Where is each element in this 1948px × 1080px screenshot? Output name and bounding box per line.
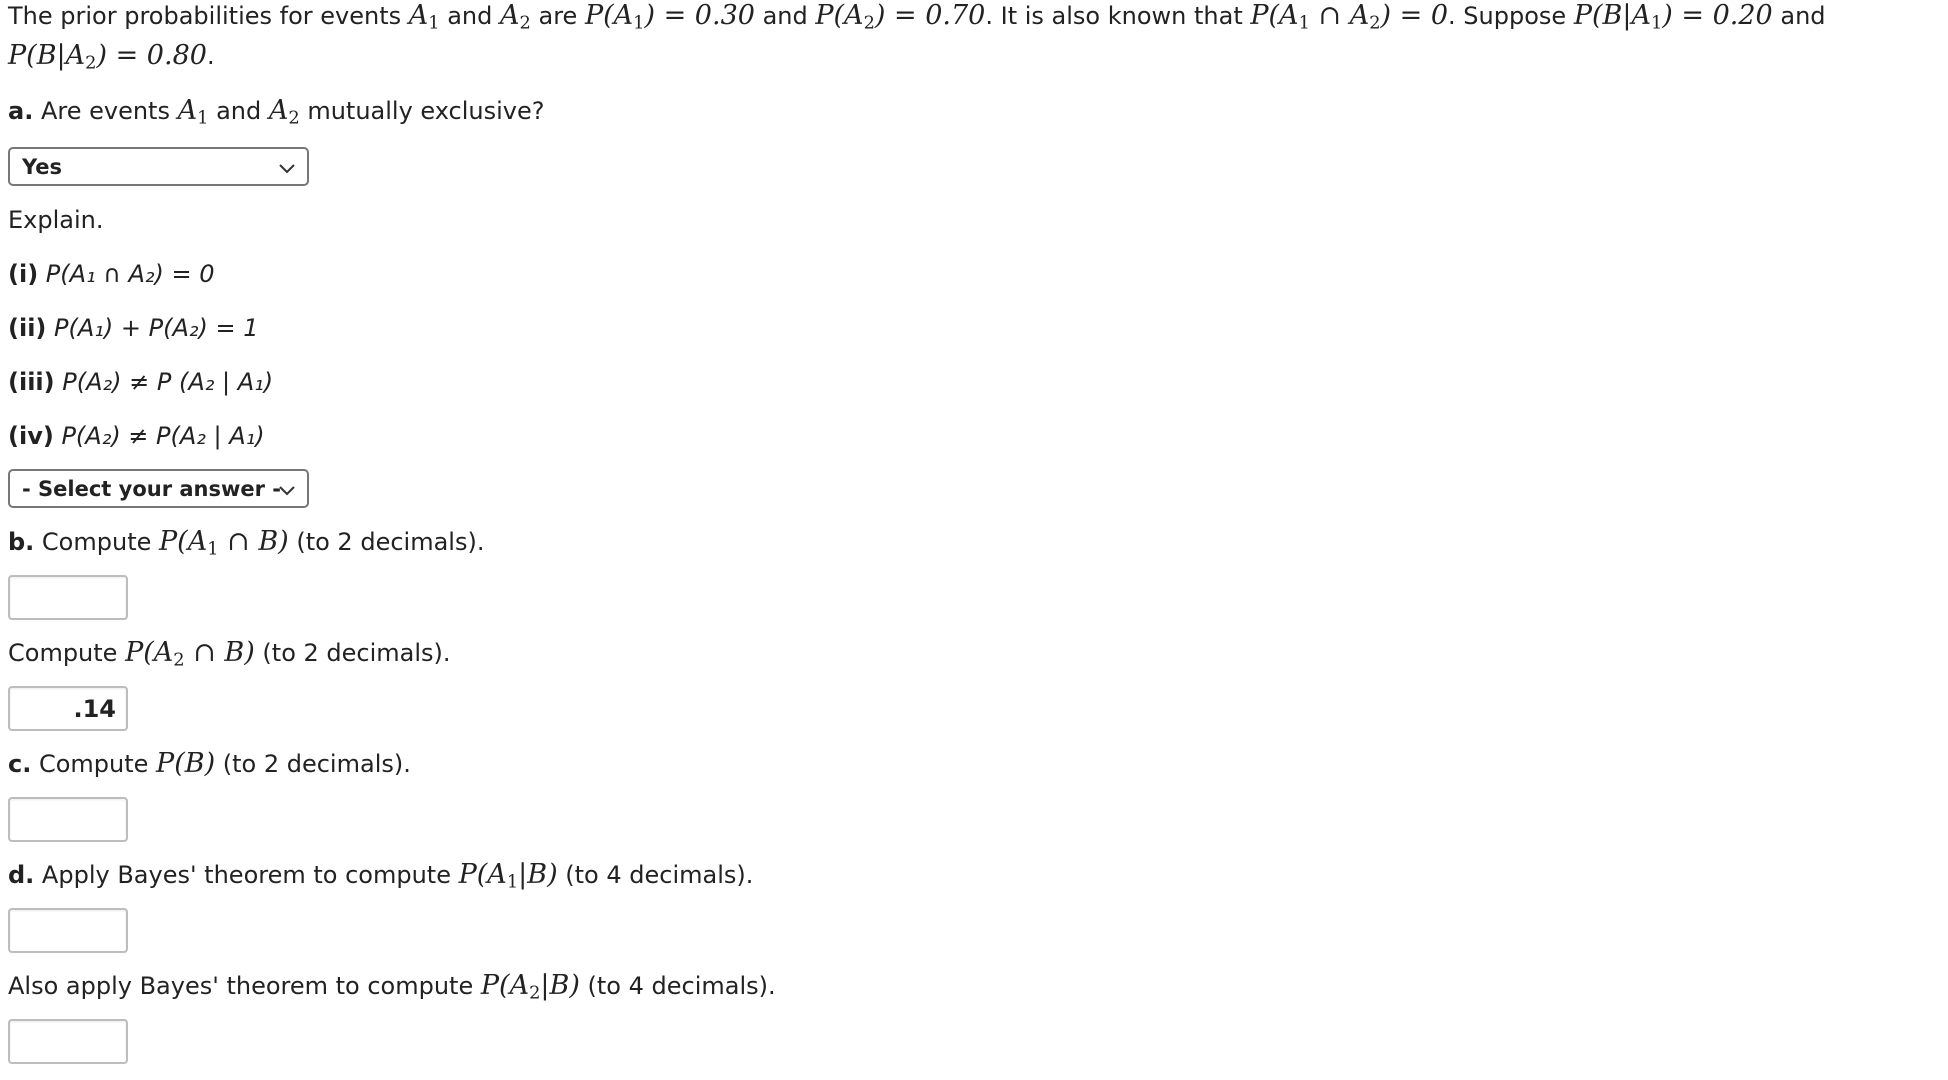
part-d-question-2: Also apply Bayes' theorem to compute $P(A_2|B)$ (to 4 decimals).: [8, 970, 776, 1004]
chevron-down-icon: [277, 480, 297, 500]
math-p-a1: $P(A_1) = 0.30$: [584, 0, 755, 34]
answer-input-p-a2-given-b[interactable]: [8, 1019, 128, 1064]
explain-option-iv: (iv) P(A₂) ≠ P(A₂ | A₁): [8, 422, 265, 450]
part-label: a.: [8, 97, 34, 125]
part-b-question: b. Compute $P(A_1$ ∩ B) (to 2 decimals).: [8, 526, 485, 560]
part-label: d.: [8, 861, 35, 889]
select-value: - Select your answer -: [22, 476, 282, 501]
math-a2: $A_2$: [500, 0, 531, 34]
math-a2: $A_2$: [268, 95, 300, 129]
math-p-a2-and-b: $P(A_2$ ∩ B): [125, 637, 255, 671]
intro-text: .: [206, 42, 215, 70]
explain-select[interactable]: [8, 469, 309, 508]
intro-text: . Suppose: [1448, 2, 1574, 30]
part-d-question: d. Apply Bayes' theorem to compute $P(A_1|B)$ (to 4 decimals).: [8, 859, 754, 893]
mutually-exclusive-select[interactable]: [8, 147, 309, 186]
part-c-question: c. Compute P(B) (to 2 decimals).: [8, 748, 411, 779]
part-label: b.: [8, 528, 35, 556]
math-p-a2: $P(A_2) = 0.70$: [815, 0, 986, 34]
math-a1: $A_1$: [408, 0, 440, 34]
math-p-intersection: $P(A_1$ ∩ $A_2) = 0$: [1250, 0, 1449, 34]
part-b-question-2: Compute $P(A_2$ ∩ B) (to 2 decimals).: [8, 637, 451, 671]
math-a1: $A_1$: [177, 95, 209, 129]
part-label: c.: [8, 750, 32, 778]
intro-line-2: [8, 40, 215, 74]
chevron-down-icon: [277, 158, 297, 178]
math-p-a1-and-b: $P(A_1$ ∩ B): [159, 526, 289, 560]
answer-input-p-a2-and-b[interactable]: .14: [8, 686, 128, 731]
math-p-b: P(B): [156, 748, 216, 779]
answer-input-p-a1-given-b[interactable]: [8, 908, 128, 953]
math-p-b-given-a2: $P(B|A_2) = 0.80$: [8, 40, 207, 74]
answer-input-p-a1-and-b[interactable]: [8, 575, 128, 620]
explain-label: Explain.: [8, 206, 104, 234]
answer-input-p-b[interactable]: [8, 797, 128, 842]
intro-text: are: [530, 2, 585, 30]
explain-option-i: (i) P(A₁ ∩ A₂) = 0: [8, 260, 215, 288]
explain-option-iii: (iii) P(A₂) ≠ P (A₂ | A₁): [8, 368, 274, 396]
intro-text: and: [439, 2, 501, 30]
intro-text: and: [754, 2, 816, 30]
intro-line-1: [8, 0, 1826, 34]
select-value: Yes: [22, 154, 63, 179]
explain-option-ii: (ii) P(A₁) + P(A₂) = 1: [8, 314, 259, 342]
math-p-a1-given-b: $P(A_1|B)$: [458, 859, 558, 893]
math-p-b-given-a1: $P(B|A_1) = 0.20$: [1573, 0, 1773, 34]
part-a-question: a. Are events $A_1$ and $A_2$ mutually exclusive?: [8, 95, 545, 129]
intro-text: The prior probabilities for events: [8, 2, 409, 30]
math-p-a2-given-b: $P(A_2|B)$: [480, 970, 580, 1004]
intro-text: . It is also known that: [985, 2, 1251, 30]
intro-text: and: [1772, 2, 1826, 30]
